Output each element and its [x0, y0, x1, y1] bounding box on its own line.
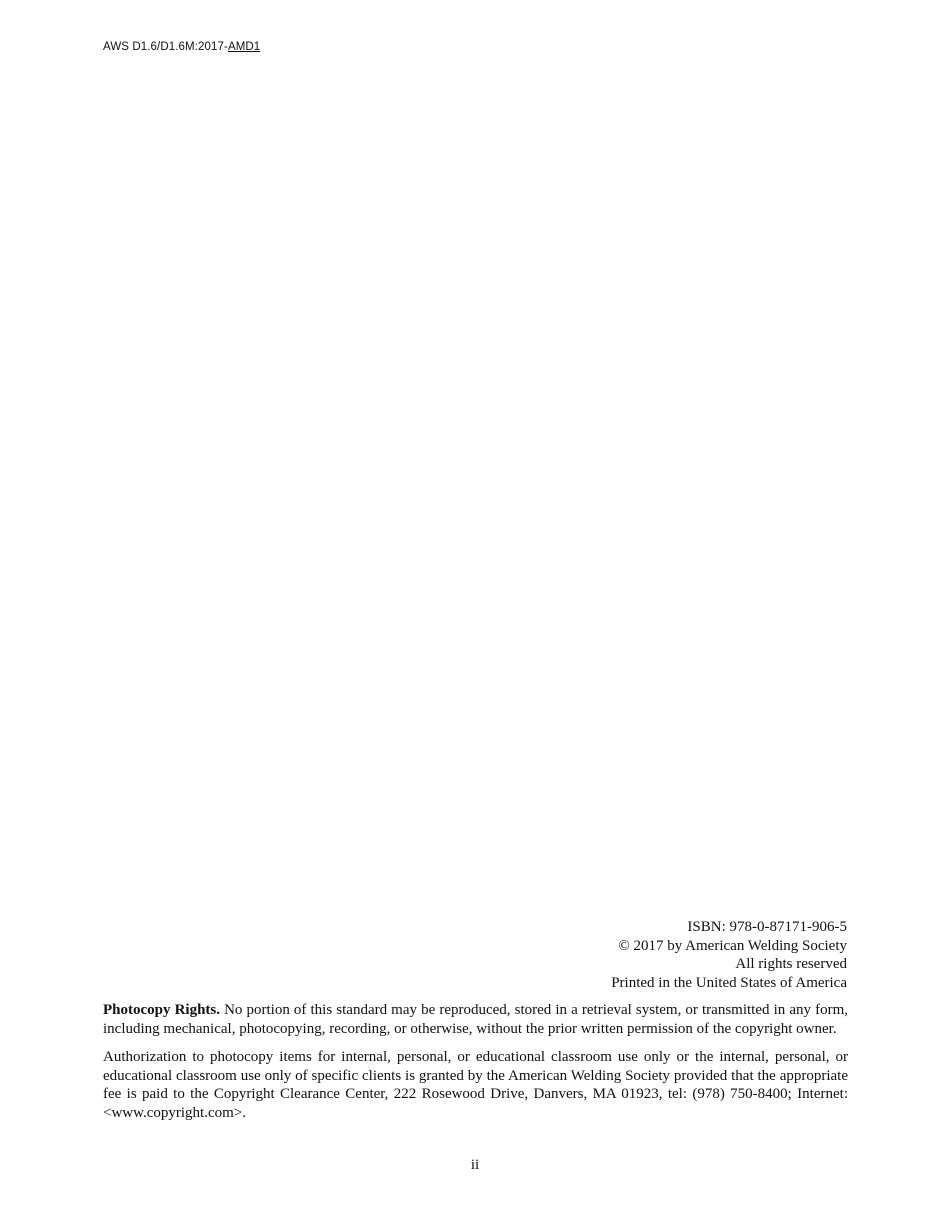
doc-code: AWS D1.6/D1.6M:2017-	[103, 41, 228, 53]
isbn: ISBN: 978-0-87171-906-5	[687, 919, 847, 935]
copyright-block	[447, 918, 847, 992]
photocopy-rights-text: No portion of this standard may be reproduced, stored in a retrieval system, or transmitted in any form, including mechanical, photocopying, recording, or otherwise, without the prior written permission of the copyright owner.	[103, 1002, 848, 1037]
page-header	[103, 41, 260, 53]
authorization-text: Authorization to photocopy items for internal, personal, or educational classroom use only or the internal, personal, or educational classroom use only of specific clients is granted by the American Welding Society provided that the appropriate fee is paid to the Copyright Clearance Center, 222 Rosewood Drive, Danvers, MA 01923, tel: (978) 750-8400; Internet: <www.copyright.com>.	[103, 1049, 848, 1121]
amendment-code: AMD1	[227, 41, 261, 53]
page-number: ii	[470, 1157, 480, 1173]
photocopy-rights-lead: Photocopy Rights.	[103, 1002, 221, 1018]
printed-in: Printed in the United States of America	[611, 974, 847, 991]
copyright-notice: © 2017 by American Welding Society	[618, 937, 847, 954]
rights-reserved: All rights reserved	[735, 956, 847, 973]
photocopy-rights-paragraph	[103, 1001, 848, 1038]
authorization-paragraph	[103, 1048, 848, 1122]
